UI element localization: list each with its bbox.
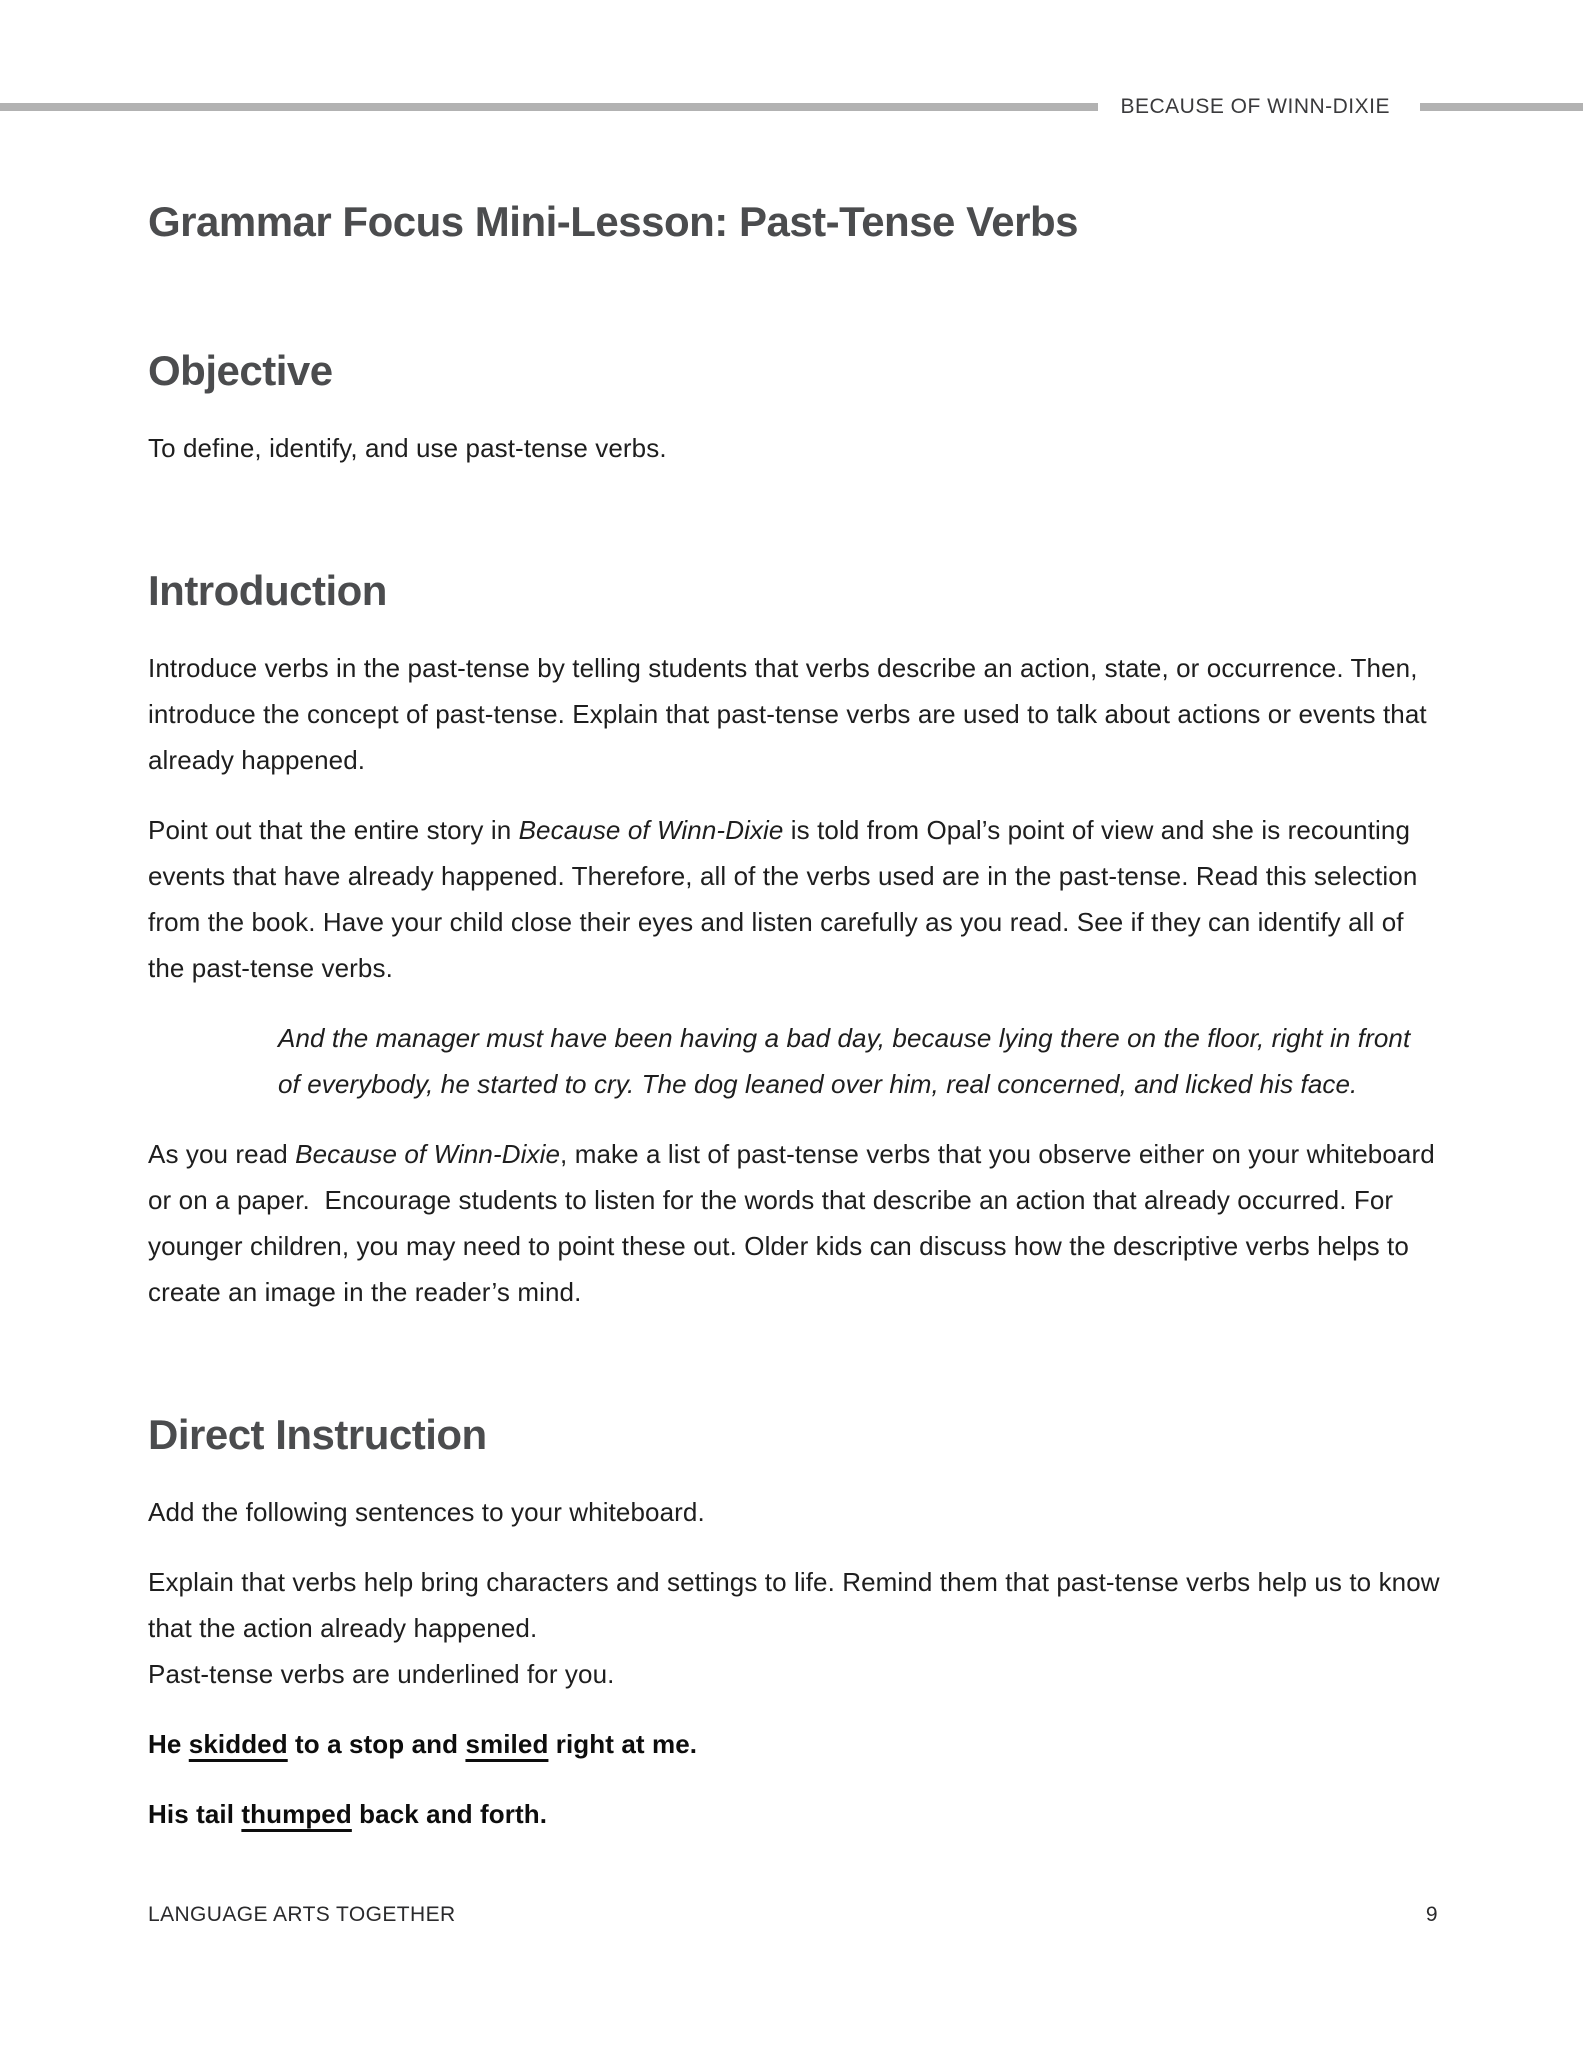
text-segment: Past-tense verbs are underlined for you. xyxy=(148,1659,615,1689)
paragraph xyxy=(148,645,1440,783)
text-segment: Explain that verbs help bring characters and settings to life. Remind them that past-tense verbs help us to know that the action already happened. xyxy=(148,1567,1447,1643)
sections-container xyxy=(148,343,1447,1837)
text-segment: is told from Opal’s point of view and she is recounting events that have already happened. Therefore, all of the verbs used are in the past-tense. Read this selection from the book. Have your child close their eyes and listen carefully as you read. See if they can identify all of the past-tense verbs. xyxy=(148,815,1425,983)
text-segment-bold: right at me. xyxy=(548,1729,698,1759)
text-segment-bold-underline: smiled xyxy=(465,1729,549,1759)
page-number: 9 xyxy=(1425,1903,1438,1926)
paragraph xyxy=(148,425,1440,471)
page-title: Grammar Focus Mini-Lesson: Past-Tense Verbs xyxy=(148,198,1079,245)
paragraph xyxy=(148,1559,1447,1697)
section-introduction xyxy=(148,563,1443,1315)
example-sentence xyxy=(148,1721,1440,1767)
section-heading: Objective xyxy=(148,347,333,394)
footer-publication-name: LANGUAGE ARTS TOGETHER xyxy=(148,1903,456,1926)
text-segment-bold: to a stop and xyxy=(287,1729,466,1759)
book-excerpt-quote xyxy=(278,1015,1418,1107)
section-heading: Direct Instruction xyxy=(148,1411,487,1458)
text-segment-bold: His tail xyxy=(148,1799,242,1829)
text-segment-bold-underline: skidded xyxy=(188,1729,288,1759)
text-segment-bold-underline: thumped xyxy=(241,1799,352,1829)
text-segment: , make a list of past-tense verbs that you observe either on your whiteboard or on a paper. Encourage students to listen for the words that describe an action that already occurred. For younger children, you may need to point these out. Older kids can discuss how the descriptive verbs helps to create an image in the reader’s mind. xyxy=(148,1139,1443,1307)
paragraph xyxy=(148,1489,1440,1535)
text-segment-italic: Because of Winn-Dixie xyxy=(518,815,784,845)
text-segment: Introduce verbs in the past-tense by telling students that verbs describe an action, state, or occurrence. Then, introduce the concept of past-tense. Explain that past-tense verbs are used to talk about actions or events that already happened. xyxy=(148,653,1435,775)
text-segment: Point out that the entire story in xyxy=(148,815,519,845)
section-heading: Introduction xyxy=(148,567,387,614)
text-segment-bold: back and forth. xyxy=(351,1799,548,1829)
page-footer xyxy=(148,1903,1438,1927)
header-rule-left xyxy=(0,103,1098,111)
text-segment: To define, identify, and use past-tense verbs. xyxy=(148,433,667,463)
text-segment-italic: Because of Winn-Dixie xyxy=(295,1139,561,1169)
running-header-title: BECAUSE OF WINN-DIXIE xyxy=(1120,95,1390,118)
text-segment: And the manager must have been having a bad day, because lying there on the floor, right in front of everybody, he started to cry. The dog leaned over him, real concerned, and licked his face. xyxy=(278,1023,1418,1099)
text-segment: Add the following sentences to your whiteboard. xyxy=(148,1497,705,1527)
section-direct-instruction xyxy=(148,1407,1447,1837)
paragraph xyxy=(148,807,1440,991)
running-header xyxy=(0,95,1583,119)
document-body xyxy=(148,120,1447,1861)
text-segment-bold: He xyxy=(148,1729,189,1759)
header-rule-right xyxy=(1420,103,1583,111)
section-objective xyxy=(148,343,1440,471)
paragraph xyxy=(148,1131,1443,1315)
example-sentence xyxy=(148,1791,1440,1837)
text-segment: As you read xyxy=(148,1139,296,1169)
